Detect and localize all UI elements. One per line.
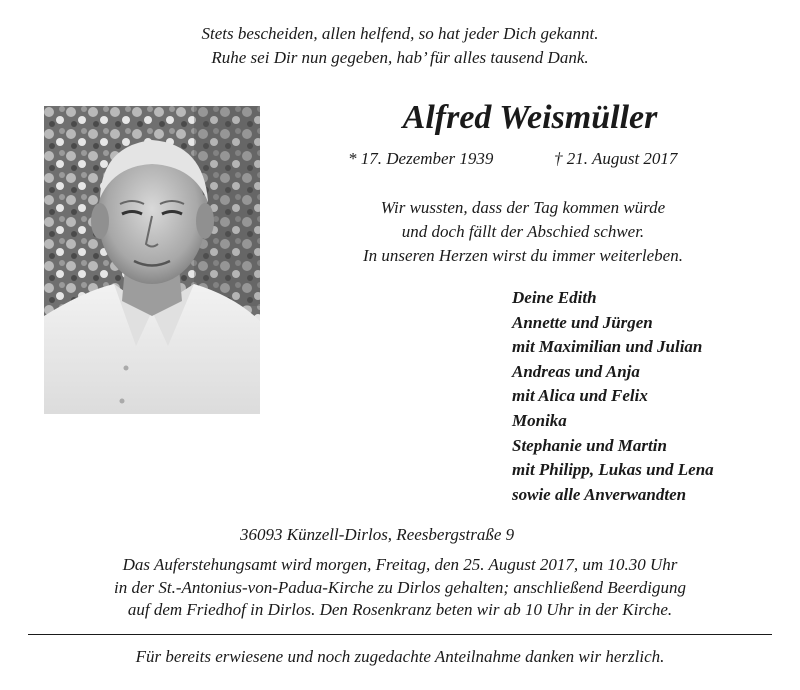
family-address: 36093 Künzell-Dirlos, Reesbergstraße 9	[240, 525, 515, 544]
service-line: Das Auferstehungsamt wird morgen, Freitag, den 25. August 2017, um 10.30 Uhr	[122, 555, 678, 574]
service-line: in der St.-Antonius-von-Padua-Kirche zu Dirlos gehalten; anschließend Beerdigung	[114, 577, 686, 597]
mourner-entry: Monika	[512, 410, 567, 430]
mourner-entry: Deine Edith	[512, 288, 597, 307]
deceased-name: Alfred Weismüller	[402, 99, 658, 136]
poem-line: Wir wussten, dass der Tag kommen würde	[380, 198, 666, 217]
memorial-poem	[280, 196, 766, 268]
death-date: † 21. August 2017	[554, 149, 678, 168]
poem-line: und doch fällt der Abschied schwer.	[401, 222, 645, 241]
mourner-entry: mit Maximilian und Julian	[512, 337, 703, 357]
thanks-note: Für bereits erwiesene und noch zugedachte Anteilnahme danken wir herzlich.	[135, 647, 665, 666]
portrait-photo	[44, 106, 260, 414]
verse-line: Stets bescheiden, allen helfend, so hat jeder Dich gekannt.	[201, 24, 599, 43]
poem-line: In unseren Herzen wirst du immer weiterleben.	[363, 246, 683, 265]
mourner-entry: mit Philipp, Lukas und Lena	[512, 460, 714, 480]
service-notice	[0, 554, 800, 622]
mourner-entry: Annette und Jürgen	[512, 312, 653, 332]
mourner-entry: sowie alle Anverwandten	[512, 484, 687, 504]
mourner-entry: mit Alica und Felix	[512, 386, 648, 406]
divider-line	[28, 634, 772, 635]
service-line: auf dem Friedhof in Dirlos. Den Rosenkranz beten wir ab 10 Uhr in der Kirche.	[127, 600, 673, 619]
mourners-list	[512, 286, 714, 507]
opening-verse	[0, 22, 800, 70]
birth-date: * 17. Dezember 1939	[348, 149, 494, 168]
mourner-entry: Stephanie und Martin	[512, 435, 667, 455]
verse-line: Ruhe sei Dir nun gegeben, hab’ für alles tausend Dank.	[211, 48, 589, 67]
mourner-entry: Andreas und Anja	[512, 361, 640, 381]
